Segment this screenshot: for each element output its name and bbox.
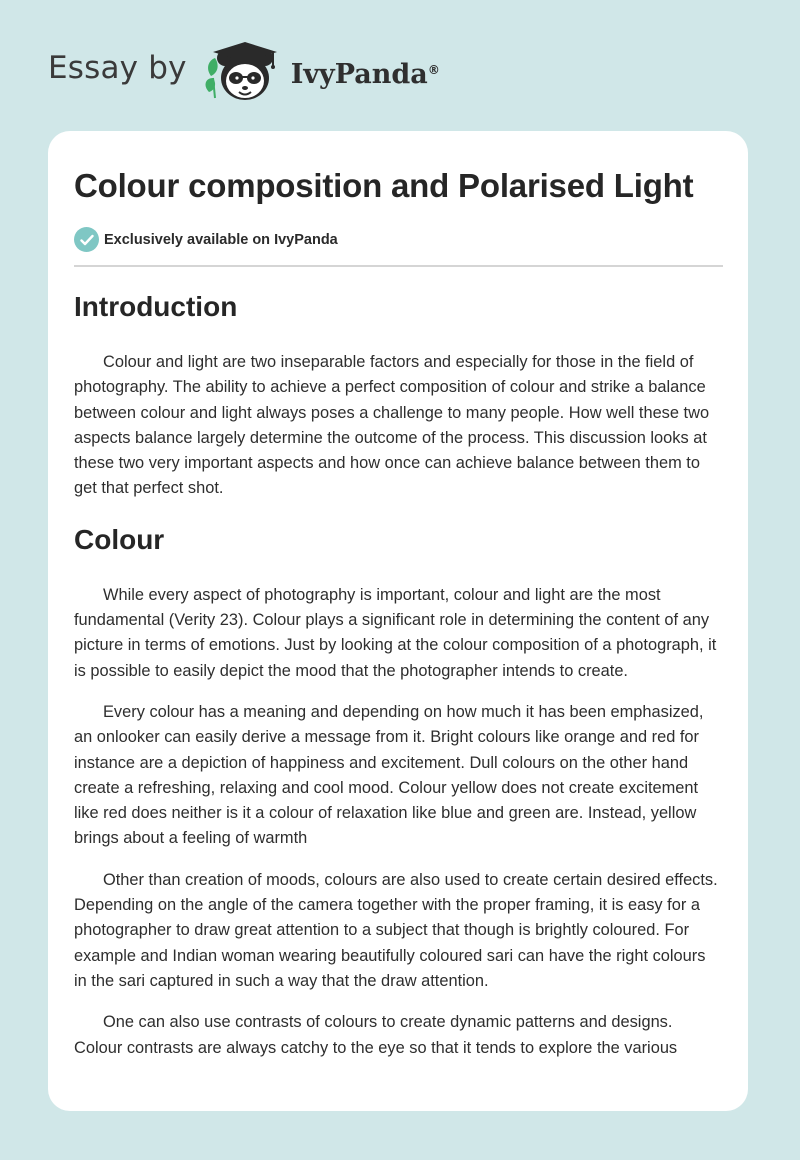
check-circle-icon xyxy=(74,227,99,252)
panda-logo-icon[interactable] xyxy=(201,36,287,106)
brand-text: IvyPanda xyxy=(290,58,428,90)
registered-mark: ® xyxy=(427,62,440,77)
site-header xyxy=(48,36,440,106)
section-heading-introduction: Introduction xyxy=(74,291,238,322)
exclusive-badge-label: Exclusively available on IvyPanda xyxy=(104,231,338,248)
paragraph: Every colour has a meaning and depending on how much it has been emphasized, an onlooker can easily derive a message from it. Bright colours like orange and red for instance are a depiction of happiness and excitement. Dull colours on the other hand create a refreshing, relaxing and cool mood. Colour yellow does not create excitement like red does neither is it a colour of relaxation like blue and green are. Instead, yellow brings about a feeling of warmth xyxy=(74,702,704,848)
paragraph: One can also use contrasts of colours to create dynamic patterns and designs. Colour contrasts are always catchy to the eye so that it tends to explore the various xyxy=(74,1013,678,1057)
exclusive-badge xyxy=(74,227,722,252)
essay-card xyxy=(48,131,748,1111)
paragraph: Colour and light are two inseparable factors and especially for those in the field of photography. The ability to achieve a perfect composition of colour and strike a balance between colour and light always poses a challenge to many people. How well these two aspects balance largely determine the outcome of the process. This discussion looks at these two very important aspects and how once can achieve balance between them to get that perfect shot. xyxy=(74,353,710,498)
paragraph: Other than creation of moods, colours are also used to create certain desired effects. Depending on the angle of the camera together with the proper framing, it is easy for a photographer to draw great attention to a subject that though is brightly coloured. For example and Indian woman wearing beautifully coloured sari can have the right colours in the sari captured in such a way that the draw attention. xyxy=(74,870,718,990)
paragraph: While every aspect of photography is important, colour and light are the most fundamental (Verity 23). Colour plays a significant role in determining the content of any picture in terms of emotions. Just by looking at the colour composition of a photograph, it is possible to easily depict the mood that the photographer intends to create. xyxy=(74,585,717,680)
section-heading-colour: Colour xyxy=(74,523,165,555)
brand-name[interactable] xyxy=(291,59,440,90)
essay-by-label: Essay by xyxy=(48,50,187,86)
page-title: Colour composition and Polarised Light xyxy=(74,167,694,204)
divider xyxy=(74,265,723,267)
